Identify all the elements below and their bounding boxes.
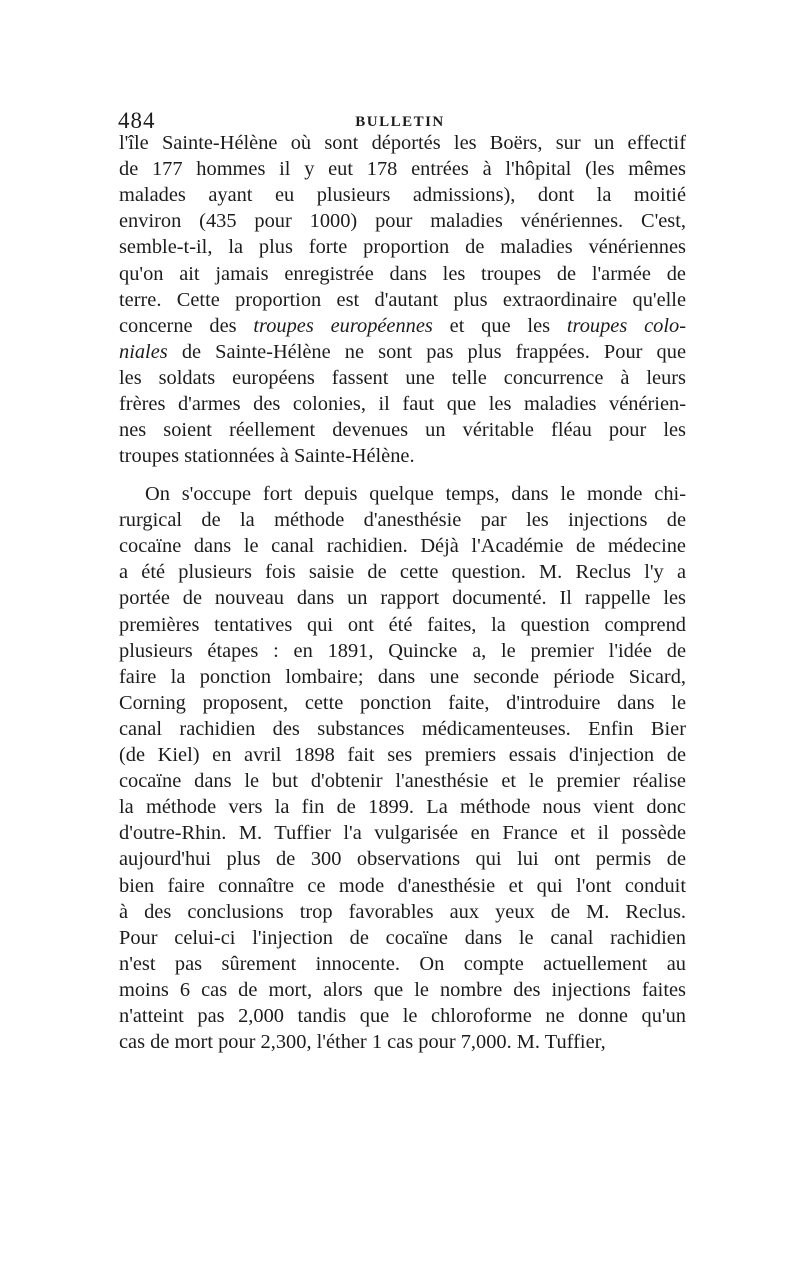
text-line: troupes stationnées à Sainte-Hélène. [119, 445, 415, 468]
text-line: cas de mort pour 2,300, l'éther 1 cas pour 7,000. M. Tuffier, [119, 1031, 606, 1054]
text-line: frères d'armes des colonies, il faut que les maladies vénérien- [119, 393, 686, 415]
text-line: qu'on ait jamais enregistrée dans les troupes de l'armée de [119, 262, 686, 285]
text-line: a été plusieurs fois saisie de cette question. M. Reclus l'y a [119, 561, 686, 584]
text-line: environ (435 pour 1000) pour maladies vénériennes. C'est, [119, 210, 686, 233]
text-line [119, 339, 686, 365]
text-line: plusieurs étapes : en 1891, Quincke a, le premier l'idée de [119, 639, 686, 662]
text-segment: de Sainte-Hélène ne sont pas plus frappées. Pour que [167, 340, 686, 363]
text-line: semble-t-il, la plus forte proportion de maladies vénériennes [119, 236, 686, 259]
text-line: à des conclusions trop favorables aux yeux de M. Reclus. [119, 900, 686, 923]
italic-text: troupes colo- [566, 314, 686, 337]
italic-text: niales [119, 340, 168, 363]
text-line: terre. Cette proportion est d'autant plus extraordinaire qu'elle [119, 288, 686, 311]
text-line: On s'occupe fort depuis quelque temps, dans le monde chi- [145, 483, 686, 505]
text-line: faire la ponction lombaire; dans une seconde période Sicard, [119, 665, 686, 688]
text-line: la méthode vers la fin de 1899. La méthode nous vient donc [119, 796, 686, 819]
text-line: (de Kiel) en avril 1898 fait ses premiers essais d'injection de [119, 744, 686, 766]
text-line: l'île Sainte-Hélène où sont déportés les Boërs, sur un effectif [119, 132, 686, 154]
text-line: moins 6 cas de mort, alors que le nombre des injections faites [119, 978, 686, 1001]
running-head: BULLETIN [355, 114, 445, 130]
text-segment: concerne des [119, 314, 254, 337]
page-number: 484 [118, 108, 156, 133]
text-line: Pour celui-ci l'injection de cocaïne dans le canal rachidien [119, 926, 686, 949]
text-line: canal rachidien des substances médicamenteuses. Enfin Bier [119, 717, 686, 740]
text-segment: et que les [432, 314, 567, 337]
text-line: n'est pas sûrement innocente. On compte actuellement au [119, 952, 686, 975]
text-line: cocaïne dans le canal rachidien. Déjà l'Académie de médecine [119, 535, 686, 558]
text-line: premières tentatives qui ont été faites, la question comprend [119, 613, 686, 636]
text-line: cocaïne dans le but d'obtenir l'anesthésie et le premier réalise [119, 770, 686, 793]
text-line: bien faire connaître ce mode d'anesthésie et qui l'ont conduit [119, 874, 686, 897]
italic-text: troupes européennes [253, 314, 433, 337]
text-line: n'atteint pas 2,000 tandis que le chloroforme ne donne qu'un [119, 1005, 686, 1027]
text-line: nes soient réellement devenues un véritable fléau pour les [119, 419, 686, 442]
text-line: aujourd'hui plus de 300 observations qui lui ont permis de [119, 848, 686, 871]
text-line [119, 313, 686, 339]
text-line: malades ayant eu plusieurs admissions), dont la moitié [119, 184, 686, 207]
text-line: Corning proposent, cette ponction faite, d'introduire dans le [119, 691, 686, 714]
text-line: les soldats européens fassent une telle concurrence à leurs [119, 366, 686, 389]
text-line: rurgical de la méthode d'anesthésie par les injections de [119, 509, 686, 532]
text-line: d'outre-Rhin. M. Tuffier l'a vulgarisée en France et il possède [119, 822, 686, 845]
text-line: portée de nouveau dans un rapport documenté. Il rappelle les [119, 587, 686, 610]
text-line: de 177 hommes il y eut 178 entrées à l'hôpital (les mêmes [119, 158, 686, 181]
